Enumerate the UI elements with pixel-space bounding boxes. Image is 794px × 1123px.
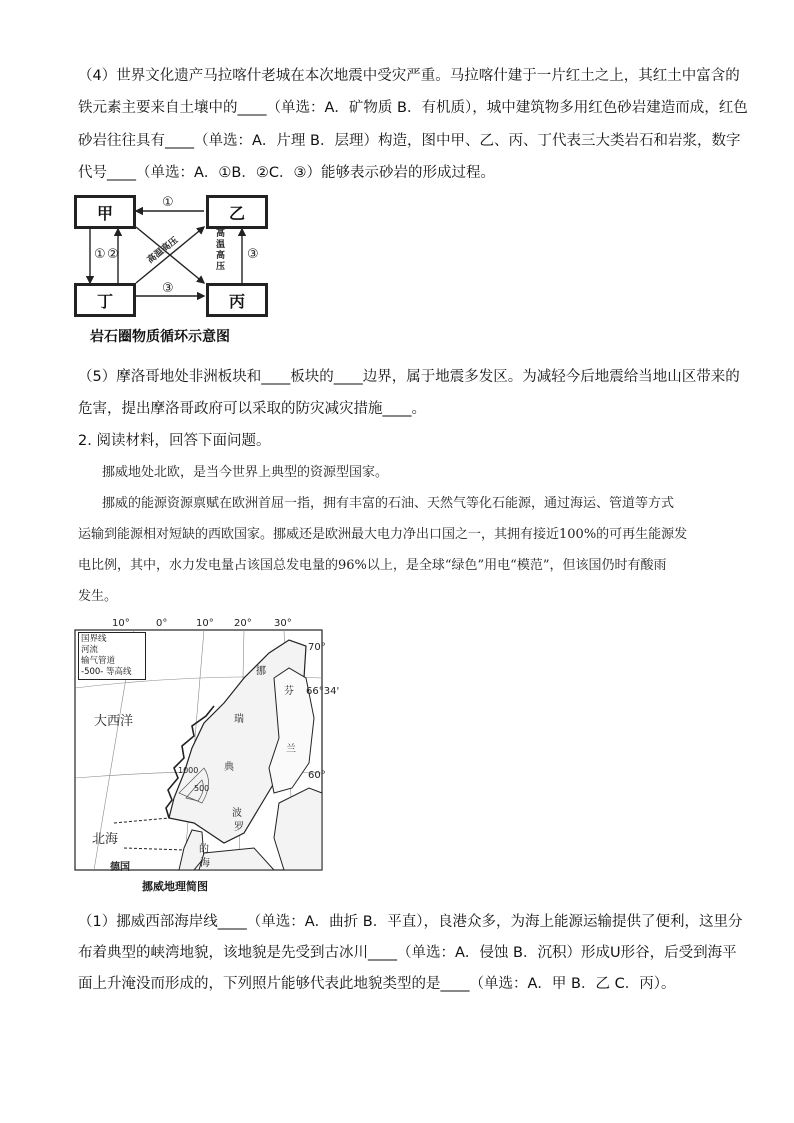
label-baltic-3: 的 — [199, 844, 209, 855]
lat-label-60: 60° — [308, 770, 326, 781]
q4-line-3: 砂岩往往具有____（单选：A．片理 B．层理）构造，图中甲、乙、丙、丁代表三大类岩石和岩浆，数字 — [78, 133, 741, 149]
box-ding: 丁 — [74, 283, 136, 317]
q1-line-1: （1）挪威西部海岸线____（单选：A．曲折 B．平直），良港众多，为海上能源运输提供了便利，这里分 — [78, 914, 743, 930]
legend-border: 国界线 — [81, 634, 107, 644]
legend-river: 河流 — [81, 645, 99, 655]
contour-1000: 1000 — [178, 766, 199, 775]
label-germany: 德国 — [110, 862, 130, 873]
q1-line-3: 面上升淹没而形成的，下列照片能够代表此地貌类型的是____（单选：A．甲 B．乙 C．丙）。 — [78, 976, 676, 992]
q5-line-2: 危害，提出摩洛哥政府可以采取的防灾减灾措施____。 — [78, 401, 426, 417]
q4-line-2: 铁元素主要来自土壤中的____（单选：A．矿物质 B．有机质），城中建筑物多用红色砂岩建造而成，红色 — [78, 100, 748, 116]
q1-line-2: 布着典型的峡湾地貌，该地貌是先受到古冰川____（单选：A．侵蚀 B．沉积）形成U形谷，后受到海平 — [78, 945, 737, 961]
label-baltic-1: 波 — [232, 808, 242, 819]
box-yi: 乙 — [206, 195, 268, 229]
label-finland-1: 芬 — [284, 686, 294, 697]
q4-line-1: （4）世界文化遗产马拉喀什老城在本次地震中受灾严重。马拉喀什建于一片红土之上，其红土中富含的 — [78, 68, 740, 84]
label-baltic-4: 海 — [200, 858, 210, 869]
material-line-5: 发生。 — [78, 589, 118, 604]
material-line-1: 挪威地处北欧，是当今世界上典型的资源型国家。 — [102, 465, 389, 480]
box-jia: 甲 — [74, 195, 136, 229]
lon-label-5: 30° — [274, 618, 292, 629]
number-1-left: ① — [94, 247, 106, 262]
box-bing: 丙 — [206, 283, 268, 317]
rock-cycle-caption: 岩石圈物质循环示意图 — [90, 329, 230, 345]
rock-cycle-diagram — [74, 193, 270, 323]
lat-label-arctic: 66°34' — [306, 686, 340, 697]
diagonal-label: 高温高压 — [145, 235, 181, 266]
label-finland-2: 兰 — [286, 744, 296, 755]
lon-label-2: 0° — [156, 618, 168, 629]
material-line-3: 运输到能源相对短缺的西欧国家。挪威还是欧洲最大电力净出口国之一，其拥有接近100%的可再生能源发 — [78, 527, 688, 542]
norway-map — [74, 618, 340, 893]
label-baltic-2: 罗 — [234, 822, 244, 833]
number-2-left: ② — [107, 247, 119, 262]
legend-contour: -500- 等高线 — [81, 667, 132, 677]
lon-label-4: 20° — [234, 618, 252, 629]
map-caption: 挪威地理简图 — [142, 880, 208, 893]
material-line-2: 挪威的能源资源禀赋在欧洲首屈一指，拥有丰富的石油、天然气等化石能源，通过海运、管道等方式 — [102, 496, 675, 511]
number-1-top: ① — [162, 195, 174, 210]
material-line-4: 电比例，其中，水力发电量占该国总发电量的96%以上，是全球“绿色”用电“模范”，但该国仍时有酸雨 — [78, 558, 667, 573]
contour-500: 500 — [194, 784, 210, 793]
lat-label-70: 70° — [308, 642, 326, 653]
lon-label-3: 10° — [196, 618, 214, 629]
label-norway: 挪 — [256, 666, 266, 677]
number-3-bottom: ③ — [162, 281, 174, 296]
number-3-right: ③ — [247, 247, 259, 262]
label-north-sea: 北海 — [92, 832, 119, 847]
map-legend — [78, 632, 146, 680]
lon-label-1: 10° — [112, 618, 130, 629]
label-sweden-2: 典 — [224, 762, 234, 773]
right-vertical-label: 高温高压 — [216, 229, 226, 272]
q4-line-4: 代号____（单选：A．①B．②C．③）能够表示砂岩的形成过程。 — [78, 165, 495, 181]
q5-line-1: （5）摩洛哥地处非洲板块和____板块的____边界，属于地震多发区。为减轻今后地震给当地山区带来的 — [78, 369, 740, 385]
label-sweden-1: 瑞 — [234, 714, 244, 725]
legend-pipeline: 输气管道 — [81, 656, 116, 666]
q2-intro: 2. 阅读材料，回答下面问题。 — [78, 433, 271, 449]
label-atlantic: 大西洋 — [94, 714, 134, 729]
